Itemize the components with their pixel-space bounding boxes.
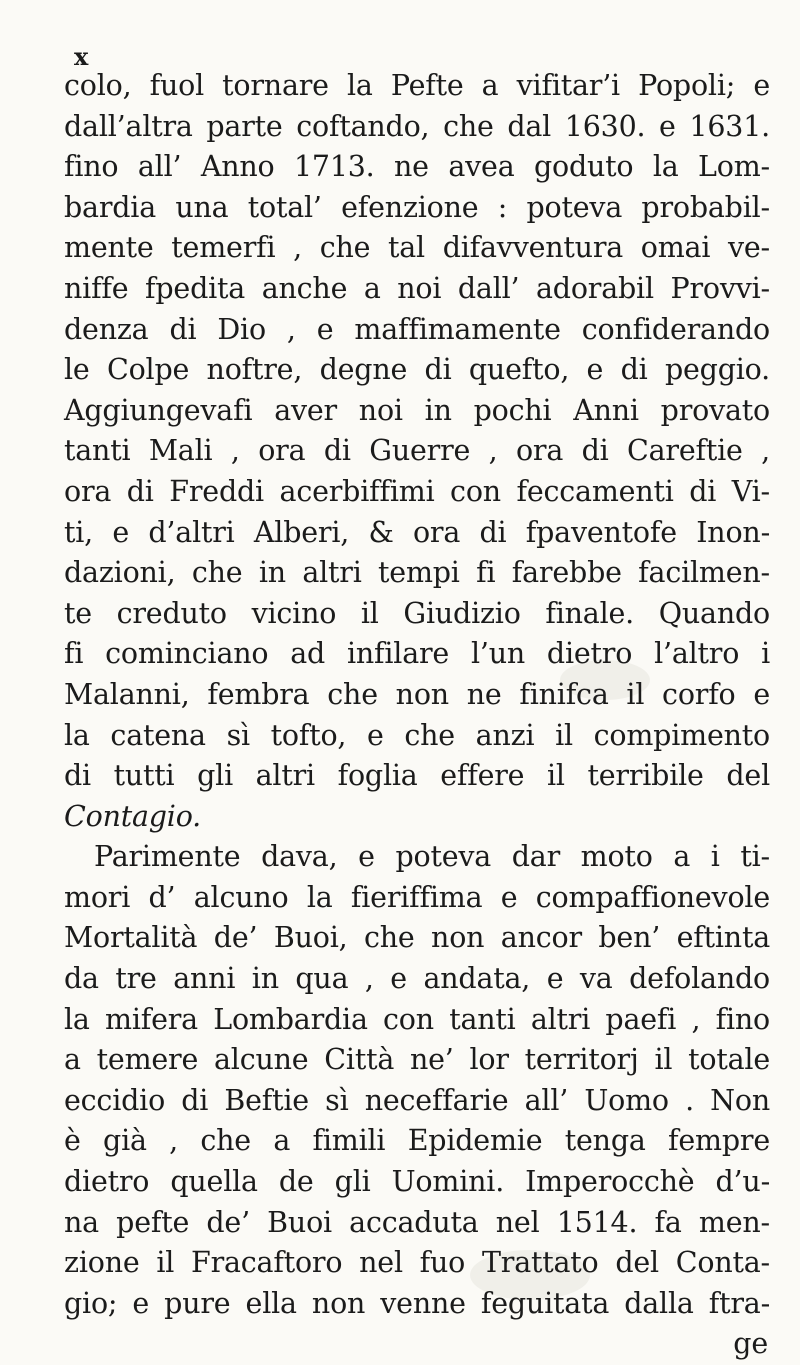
text-line: [64, 1243, 770, 1284]
text-line-contagio: [64, 797, 770, 838]
line-text: niffe fpedita anche a noi dall’ adorabil Provvi-: [64, 271, 770, 305]
line-text: fi cominciano ad infilare l’un dietro l’altro i: [64, 637, 770, 671]
text-line: [64, 431, 770, 472]
line-text: gio; e pure ella non venne feguitata dalla ftra-: [64, 1286, 770, 1320]
text-line: [64, 269, 770, 310]
line-text: bardia una total’ efenzione : poteva probabil-: [64, 190, 770, 224]
line-text: fino all’ Anno 1713. ne avea goduto la Lom-: [64, 150, 770, 184]
catchword-text: ge: [733, 1327, 768, 1361]
text-line: [64, 350, 770, 391]
line-text: zione il Fracaftoro nel fuo Trattato del Conta-: [64, 1246, 770, 1280]
text-line: [64, 756, 770, 797]
text-line: [64, 1203, 770, 1244]
text-line: [64, 1121, 770, 1162]
line-text: Mortalità de’ Buoi, che non ancor ben’ eftinta: [64, 921, 770, 955]
text-line: [64, 959, 770, 1000]
line-text: Aggiungevafi aver noi in pochi Anni provato: [64, 393, 770, 427]
line-text: ti, e d’altri Alberi, & ora di fpaventofe Inon-: [64, 515, 770, 549]
page-number: x: [74, 42, 89, 71]
text-line: [64, 634, 770, 675]
line-text: ora di Freddi acerbiffimi con feccamenti di Vi-: [64, 474, 770, 508]
line-text: è già , che a fimili Epidemie tenga fempre: [64, 1124, 770, 1158]
paragraph-start-line: [64, 837, 770, 878]
line-text: colo, fuol tornare la Pefte a vifitar’i Popoli; e: [64, 69, 770, 102]
text-line: [64, 188, 770, 229]
line-text: eccidio di Beftie sì neceffarie all’ Uomo . Non: [64, 1083, 770, 1117]
line-text: Contagio.: [64, 799, 202, 833]
line-text: dazioni, che in altri tempi fi farebbe facilmen-: [64, 556, 770, 590]
line-text: dietro quella de gli Uomini. Imperocchè d’u-: [64, 1165, 770, 1199]
line-text: mori d’ alcuno la fieriffima e compaffionevole: [64, 880, 770, 914]
line-text: Parimente dava, e poteva dar moto a i ti-: [94, 840, 770, 874]
text-line: [64, 107, 770, 148]
text-line: [64, 391, 770, 432]
text-line: [64, 716, 770, 757]
text-line: [64, 228, 770, 269]
line-text: denza di Dio , e maffimamente confiderando: [64, 312, 770, 346]
text-line: [64, 675, 770, 716]
text-line: [64, 878, 770, 919]
line-text: la catena sì tofto, e che anzi il compimento: [64, 718, 770, 752]
text-line: [64, 1081, 770, 1122]
text-line: [64, 1000, 770, 1041]
line-text: Malanni, fembra che non ne finifca il corfo e: [64, 677, 770, 711]
text-line: [64, 1040, 770, 1081]
body-text: [64, 66, 770, 1365]
line-text: le Colpe noftre, degne di quefto, e di peggio.: [64, 353, 770, 387]
text-line: [64, 918, 770, 959]
line-text: a temere alcune Città ne’ lor territorj il totale: [64, 1043, 770, 1077]
line-text: di tutti gli altri foglia effere il terribile del: [64, 759, 770, 793]
line-text: la mifera Lombardia con tanti altri paefi , fino: [64, 1002, 770, 1036]
line-text: na pefte de’ Buoi accaduta nel 1514. fa men-: [64, 1205, 770, 1239]
text-line: [64, 147, 770, 188]
line-text: tanti Mali , ora di Guerre , ora di Careftie ,: [64, 434, 770, 468]
line-text: mente temerfi , che tal difavventura omai ve-: [64, 231, 770, 265]
text-line: [64, 513, 770, 554]
text-line: [64, 66, 770, 107]
text-line: [64, 1284, 770, 1325]
text-line: [64, 1162, 770, 1203]
text-line: [64, 553, 770, 594]
catchword: [64, 1324, 770, 1365]
line-text: da tre anni in qua , e andata, e va defolando: [64, 962, 770, 996]
line-text: dall’altra parte coftando, che dal 1630. e 1631.: [64, 109, 770, 143]
text-line: [64, 594, 770, 635]
line-text: te creduto vicino il Giudizio finale. Quando: [64, 596, 770, 630]
text-line: [64, 472, 770, 513]
text-line: [64, 310, 770, 351]
